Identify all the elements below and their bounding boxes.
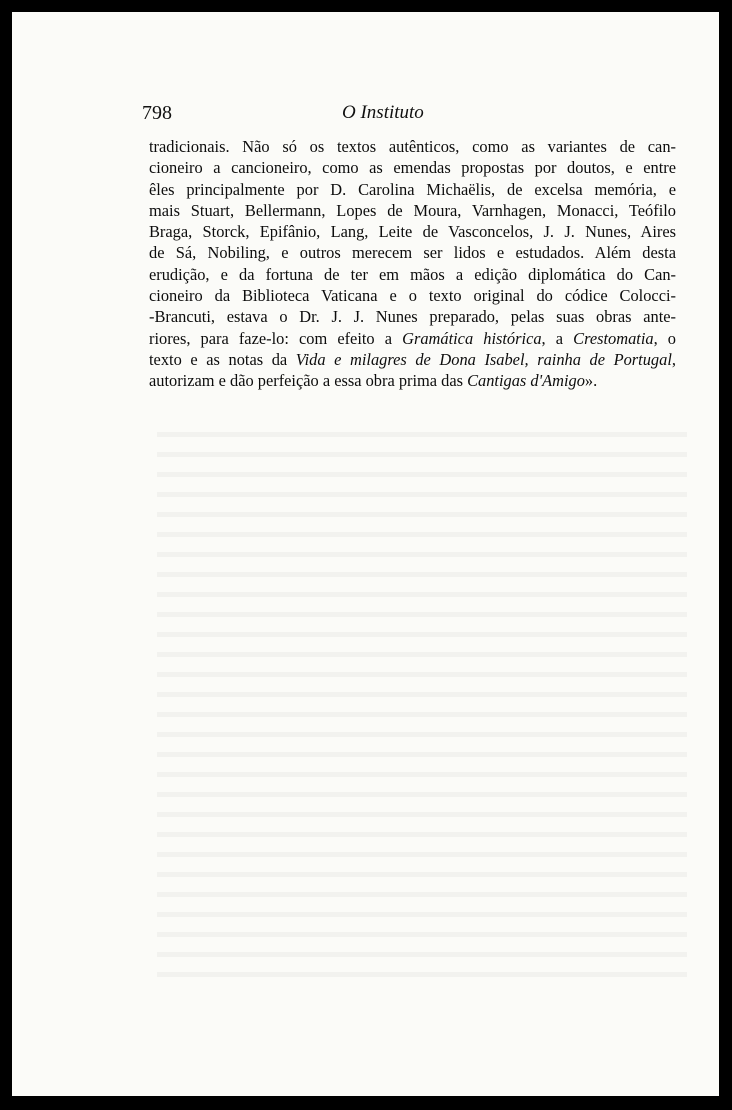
text-run: texto e as notas da <box>149 349 296 369</box>
book-title-crestomatia: Crestomatia <box>573 328 654 348</box>
text-line: mais Stuart, Bellermann, Lopes de Moura, Varnhagen, Monacci, Teófilo <box>149 200 676 220</box>
page-header <box>142 102 672 132</box>
text-run: , <box>671 349 676 369</box>
text-line <box>149 328 676 349</box>
text-run: , a <box>541 328 574 348</box>
book-title-cantigas: Cantigas d'Amigo <box>467 371 585 391</box>
page-number: 798 <box>142 102 172 124</box>
text-run: autorizam e dão perfeição a essa obra prima das <box>149 371 468 391</box>
text-line: êles principalmente por D. Carolina Michaëlis, de excelsa memória, e <box>149 179 676 199</box>
show-through-text <box>157 417 687 977</box>
text-line: tradicionais. Não só os textos autênticos, como as variantes de can- <box>149 137 676 156</box>
text-run: ». <box>584 371 598 391</box>
text-run: , o <box>653 328 676 348</box>
book-title-gramatica: Gramática histórica <box>402 328 542 348</box>
text-line: cioneiro a cancioneiro, como as emendas propostas por doutos, e entre <box>149 158 676 178</box>
text-line: de Sá, Nobiling, e outros merecem ser lidos e estudados. Além desta <box>149 243 676 263</box>
running-title: O Instituto <box>342 102 424 123</box>
text-run: riores, para faze-lo: com efeito a <box>149 328 403 348</box>
book-title-vida: Vida e milagres de Dona Isabel, rainha de Portugal <box>295 349 672 369</box>
body-paragraph <box>149 136 676 392</box>
text-line: -Brancuti, estava o Dr. J. J. Nunes preparado, pelas suas obras ante- <box>149 307 676 327</box>
text-line: Braga, Storck, Epifânio, Lang, Leite de Vasconcelos, J. J. Nunes, Aires <box>149 222 676 242</box>
text-line: cioneiro da Biblioteca Vaticana e o texto original do códice Colocci- <box>149 286 676 306</box>
text-line: erudição, e da fortuna de ter em mãos a edição diplomática do Can- <box>149 264 676 284</box>
text-line <box>149 370 676 391</box>
book-page <box>12 12 719 1096</box>
text-line <box>149 349 676 370</box>
